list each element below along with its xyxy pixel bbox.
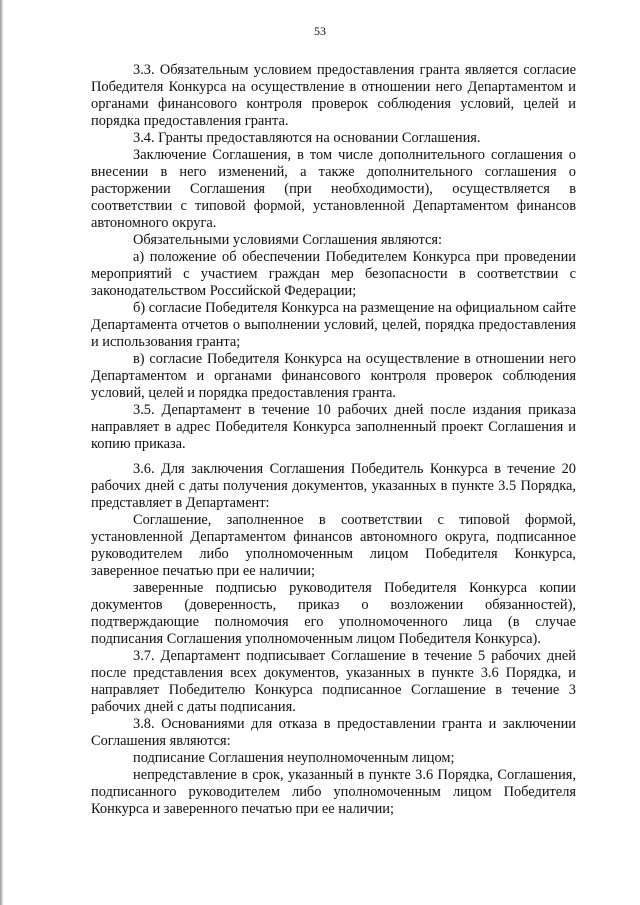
page-number: 53 [314,24,326,38]
paragraph-3-6: 3.6. Для заключения Соглашения Победитель Конкурса в течение 20 рабочих дней с даты получения документов, указанных в пункте 3.5 Порядка, представляет в Департамент: [91,461,576,511]
paragraph-3-7: 3.7. Департамент подписывает Соглашение в течение 5 рабочих дней после представления всех документов, указанных в пункте 3.6 Порядка, и направляет Победителю Конкурса подписанное Соглашение в течение 3 рабочих дней с даты подписания. [91,648,576,715]
document-body [91,62,576,818]
paragraph-agreement-document: Соглашение, заполненное в соответствии с типовой формой, установленной Департаментом финансов автономного округа, подписанное руководителем либо уполномоченным лицом Победителя Конкурса, заверенное печатью при ее наличии; [91,512,576,579]
scan-edge [0,0,3,905]
paragraph-3-8: 3.8. Основаниями для отказа в предоставлении гранта и заключении Соглашения являются: [91,716,576,749]
list-item-b: б) согласие Победителя Конкурса на размещение на официальном сайте Департамента отчетов о выполнении условий, целей, порядка предоставления и использования гранта; [91,300,576,350]
paragraph-3-4: 3.4. Гранты предоставляются на основании Соглашения. [133,130,481,146]
refusal-ground-unauthorized: подписание Соглашения неуполномоченным лицом; [133,750,455,766]
paragraph-3-5: 3.5. Департамент в течение 10 рабочих дней после издания приказа направляет в адрес Победителя Конкурса заполненный проект Соглашения и копию приказа. [91,402,576,452]
paragraph-3-3: 3.3. Обязательным условием предоставления гранта является согласие Победителя Конкурса на осуществление в отношении него Департаментом и органами финансового контроля проверок соблюдения условий, целей и порядка предоставления гранта. [91,62,576,129]
refusal-ground-missing-documents: непредставление в срок, указанный в пункте 3.6 Порядка, Соглашения, подписанного руководителем либо уполномоченным лицом Победителя Конкурса и заверенного печатью при ее наличии; [91,767,576,817]
list-item-v: в) согласие Победителя Конкурса на осуществление в отношении него Департаментом и органами финансового контроля проверок соблюдения условий, целей и порядка предоставления гранта. [91,351,576,401]
list-item-a: а) положение об обеспечении Победителем Конкурса при проведении мероприятий с участием граждан мер безопасности в соответствии с законодательством Российской Федерации; [91,249,576,299]
paragraph-certified-copies: заверенные подписью руководителя Победителя Конкурса копии документов (доверенность, приказ о возложении обязанностей), подтверждающие полномочия его уполномоченного лица (в случае подписания Соглашения уполномоченным лицом Победителя Конкурса). [91,580,576,647]
paragraph-mandatory-conditions: Обязательными условиями Соглашения являются: [133,232,443,248]
paragraph-agreement-conclusion: Заключение Соглашения, в том числе дополнительного соглашения о внесении в него изменений, а также дополнительного соглашения о расторжении Соглашения (при необходимости), осуществляется в соответствии с типовой формой, установленной Департаментом финансов автономного округа. [91,147,576,231]
